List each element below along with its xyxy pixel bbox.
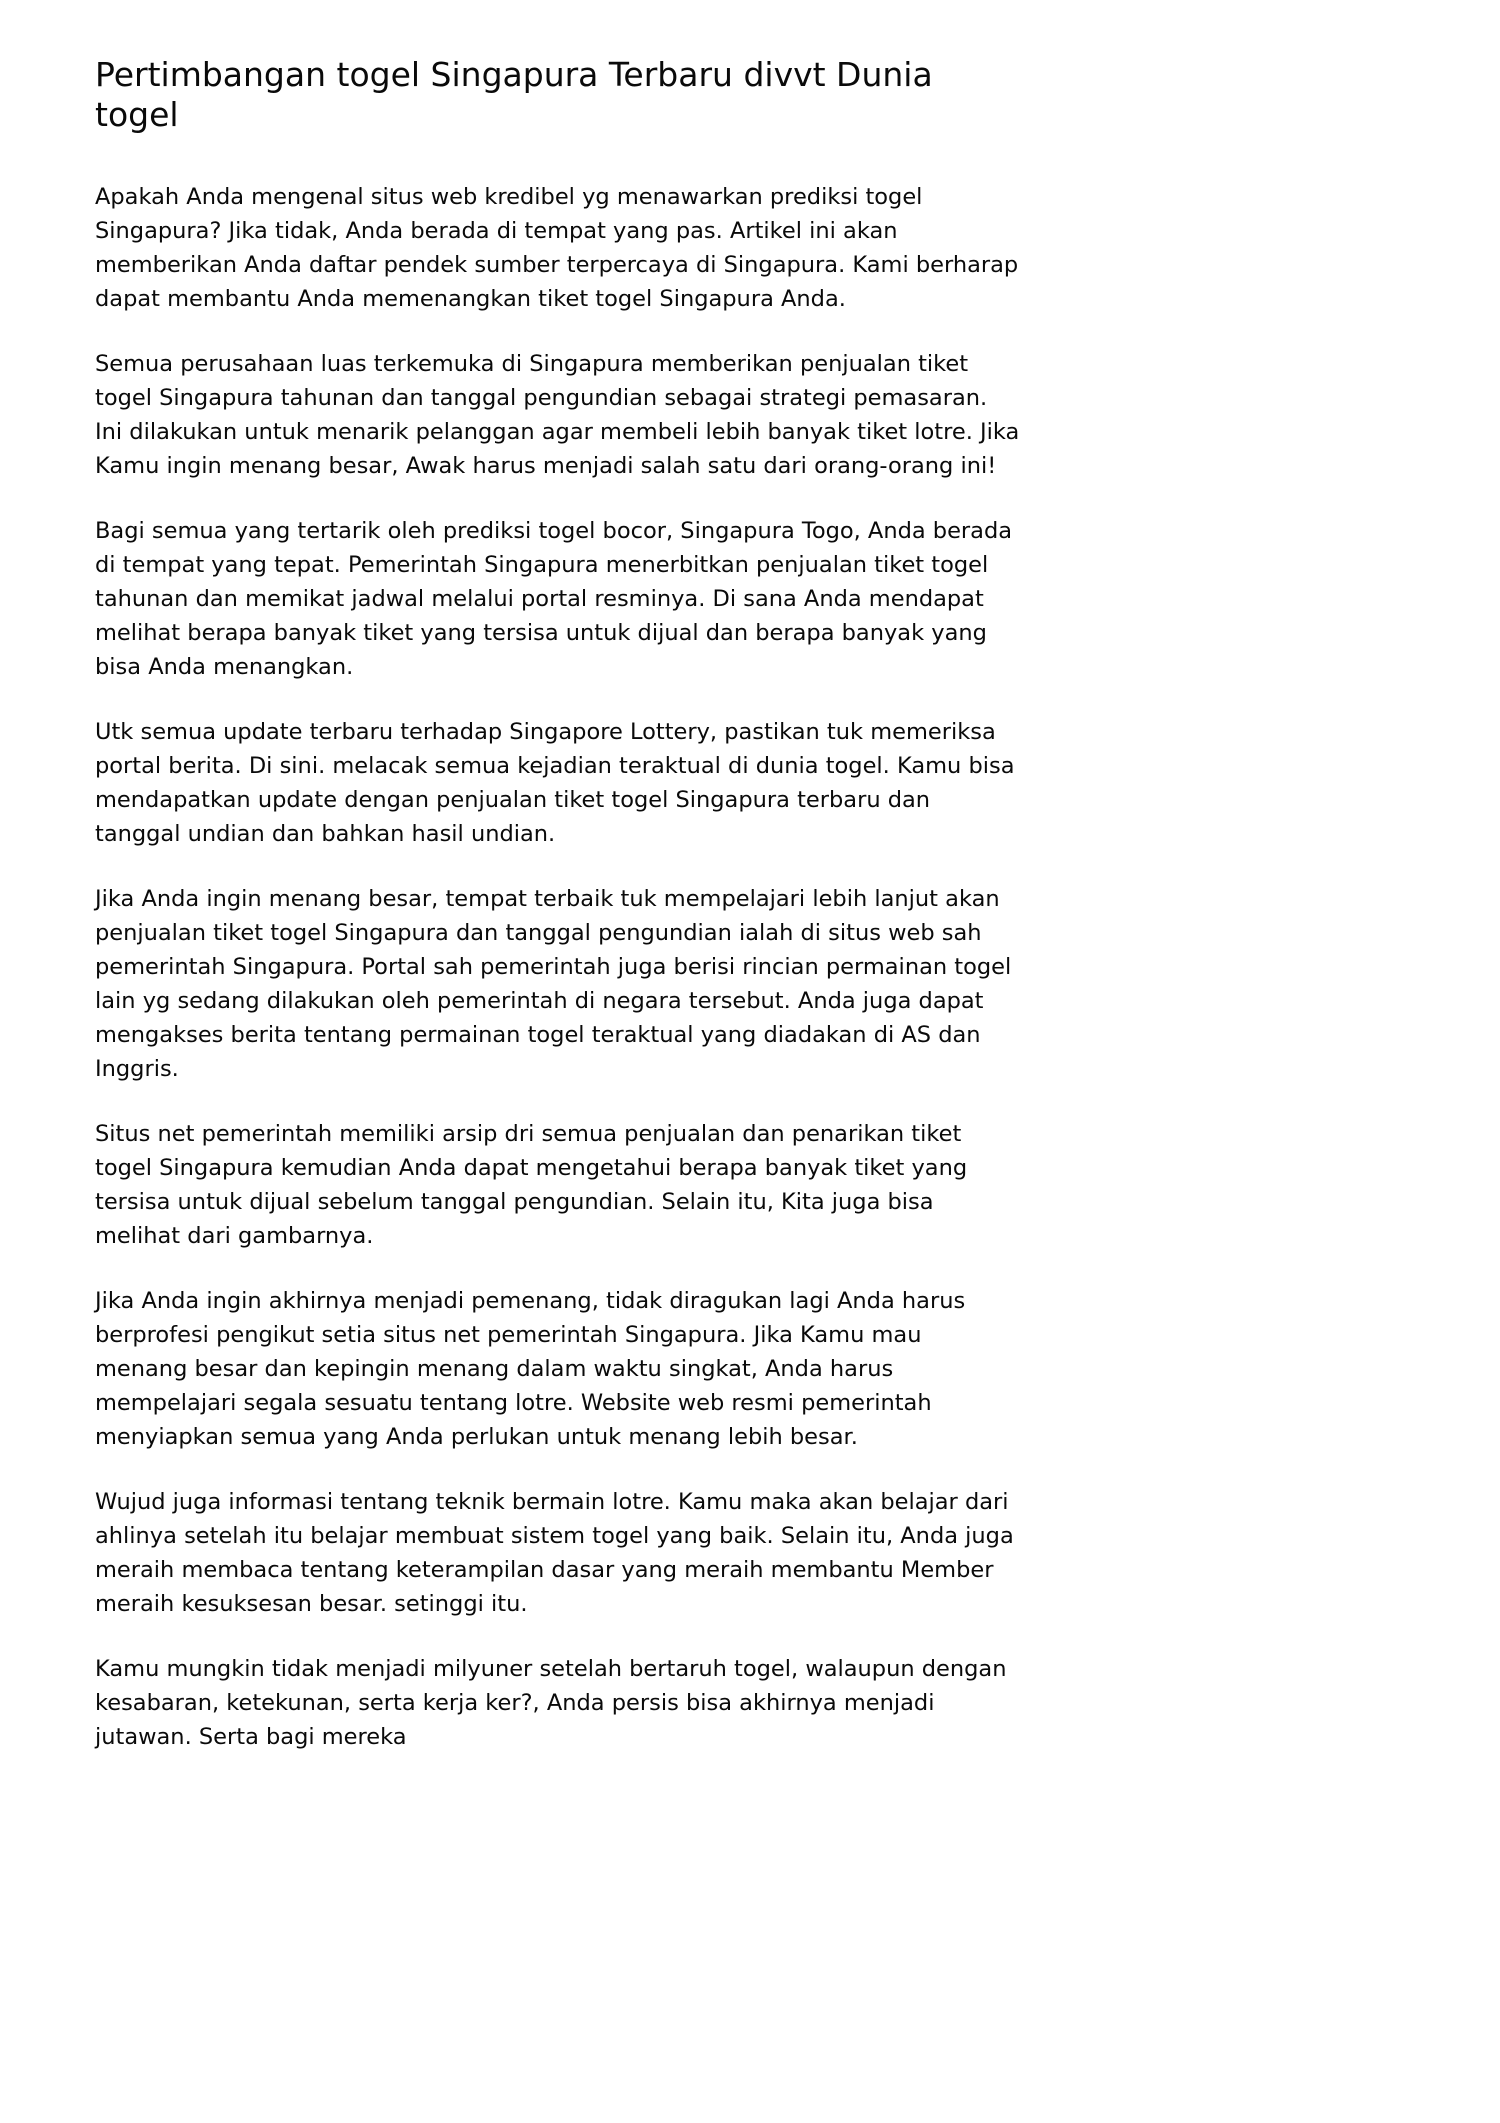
article-paragraph: Situs net pemerintah memiliki arsip dri semua penjualan dan penarikan tiket togel Singapura kemudian Anda dapat mengetahui berapa banyak tiket yang tersisa untuk dijual sebelum tanggal pengundian. Selain itu, Kita juga bisa melihat dari gambarnya. (95, 1121, 968, 1250)
article-paragraph: Semua perusahaan luas terkemuka di Singapura memberikan penjualan tiket togel Singapura tahunan dan tanggal pengundian sebagai strategi pemasaran. Ini dilakukan untuk menarik pelanggan agar membeli lebih banyak tiket lotre. Jika Kamu ingin menang besar, Awak harus menjadi salah satu dari orang-orang ini! (95, 351, 1020, 480)
article-paragraph: Utk semua update terbaru terhadap Singapore Lottery, pastikan tuk memeriksa portal berita. Di sini. melacak semua kejadian teraktual di dunia togel. Kamu bisa mendapatkan update dengan penjualan tiket togel Singapura terbaru dan tanggal undian dan bahkan hasil undian. (95, 719, 1015, 848)
article-paragraph: Jika Anda ingin akhirnya menjadi pemenang, tidak diragukan lagi Anda harus berprofesi pengikut setia situs net pemerintah Singapura. Jika Kamu mau menang besar dan kepingin menang dalam waktu singkat, Anda harus mempelajari segala sesuatu tentang lotre. Website web resmi pemerintah menyiapkan semua yang Anda perlukan untuk menang lebih besar. (95, 1288, 966, 1451)
article-paragraph: Kamu mungkin tidak menjadi milyuner setelah bertaruh togel, walaupun dengan kesabaran, ketekunan, serta kerja ker?, Anda persis bisa akhirnya menjadi jutawan. Serta bagi mereka (95, 1656, 1007, 1751)
article-body (95, 180, 1020, 1754)
article-paragraph: Apakah Anda mengenal situs web kredibel yg menawarkan prediksi togel Singapura? Jika tidak, Anda berada di tempat yang pas. Artikel ini akan memberikan Anda daftar pendek sumber terpercaya di Singapura. Kami berharap dapat membantu Anda memenangkan tiket togel Singapura Anda. (95, 184, 1019, 313)
article-paragraph: Bagi semua yang tertarik oleh prediksi togel bocor, Singapura Togo, Anda berada di tempat yang tepat. Pemerintah Singapura menerbitkan penjualan tiket togel tahunan dan memikat jadwal melalui portal resminya. Di sana Anda mendapat melihat berapa banyak tiket yang tersisa untuk dijual dan berapa banyak yang bisa Anda menangkan. (95, 518, 1013, 681)
article-paragraph: Wujud juga informasi tentang teknik bermain lotre. Kamu maka akan belajar dari ahlinya setelah itu belajar membuat sistem togel yang baik. Selain itu, Anda juga meraih membaca tentang keterampilan dasar yang meraih membantu Member meraih kesuksesan besar. setinggi itu. (95, 1489, 1014, 1618)
article-title: Pertimbangan togel Singapura Terbaru divvt Dunia togel (95, 55, 933, 134)
article-paragraph: Jika Anda ingin menang besar, tempat terbaik tuk mempelajari lebih lanjut akan penjualan tiket togel Singapura dan tanggal pengundian ialah di situs web sah pemerintah Singapura. Portal sah pemerintah juga berisi rincian permainan togel lain yg sedang dilakukan oleh pemerintah di negara tersebut. Anda juga dapat mengakses berita tentang permainan togel teraktual yang diadakan di AS dan Inggris. (95, 886, 1012, 1083)
